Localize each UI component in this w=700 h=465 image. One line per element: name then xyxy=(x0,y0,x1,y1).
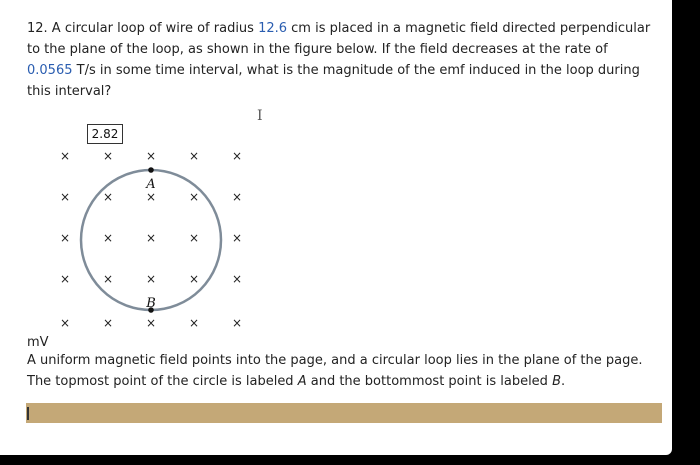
field-x-mark: × xyxy=(102,149,114,163)
field-x-mark: × xyxy=(231,231,243,245)
field-x-mark: × xyxy=(188,190,200,204)
question-text xyxy=(27,18,657,102)
field-x-mark: × xyxy=(145,316,157,330)
field-x-mark: × xyxy=(145,272,157,286)
field-x-mark: × xyxy=(102,272,114,286)
field-x-mark: × xyxy=(231,272,243,286)
description-label-b: B xyxy=(552,374,561,389)
field-x-mark: × xyxy=(188,272,200,286)
answer-unit: mV xyxy=(27,335,49,350)
question-suffix: T/s in some time interval, what is the magnitude of the emf induced in the loop during this interval? xyxy=(27,63,640,99)
figure-description xyxy=(27,350,657,392)
field-x-mark: × xyxy=(59,149,71,163)
description-label-a: A xyxy=(297,374,307,389)
field-x-mark: × xyxy=(231,316,243,330)
field-x-mark: × xyxy=(231,149,243,163)
field-x-mark: × xyxy=(59,190,71,204)
field-x-mark: × xyxy=(145,190,157,204)
description-text-3: . xyxy=(560,374,566,389)
rate-value: 0.0565 xyxy=(27,63,73,78)
status-cursor-icon xyxy=(27,407,29,420)
field-x-mark: × xyxy=(102,231,114,245)
status-bar xyxy=(26,403,662,423)
point-a xyxy=(148,167,154,173)
description-text-2: and the bottommost point is labeled xyxy=(306,374,553,389)
label-b: B xyxy=(146,296,156,311)
question-prefix: 12. A circular loop of wire of radius xyxy=(27,21,259,36)
field-x-mark: × xyxy=(145,231,157,245)
field-x-mark: × xyxy=(145,149,157,163)
description-text-1: A uniform magnetic field points into the page, and a circular loop lies in the plane of the page. The topmost point of the circle is labeled xyxy=(27,353,643,389)
field-x-mark: × xyxy=(231,190,243,204)
label-a: A xyxy=(146,177,156,192)
field-x-mark: × xyxy=(188,149,200,163)
field-x-mark: × xyxy=(59,272,71,286)
text-cursor-icon: I xyxy=(257,108,263,124)
field-x-mark: × xyxy=(59,231,71,245)
answer-input[interactable]: 2.82 xyxy=(87,124,123,144)
field-x-mark: × xyxy=(188,231,200,245)
field-x-mark: × xyxy=(102,190,114,204)
field-x-mark: × xyxy=(102,316,114,330)
radius-value: 12.6 xyxy=(258,21,288,36)
field-x-mark: × xyxy=(59,316,71,330)
question-middle: cm is placed in a magnetic field directed perpendicular to the plane of the loop, as shown in the figure below. If the field decreases at the rate of xyxy=(27,21,651,57)
field-x-mark: × xyxy=(188,316,200,330)
magnetic-field-figure xyxy=(40,140,260,330)
